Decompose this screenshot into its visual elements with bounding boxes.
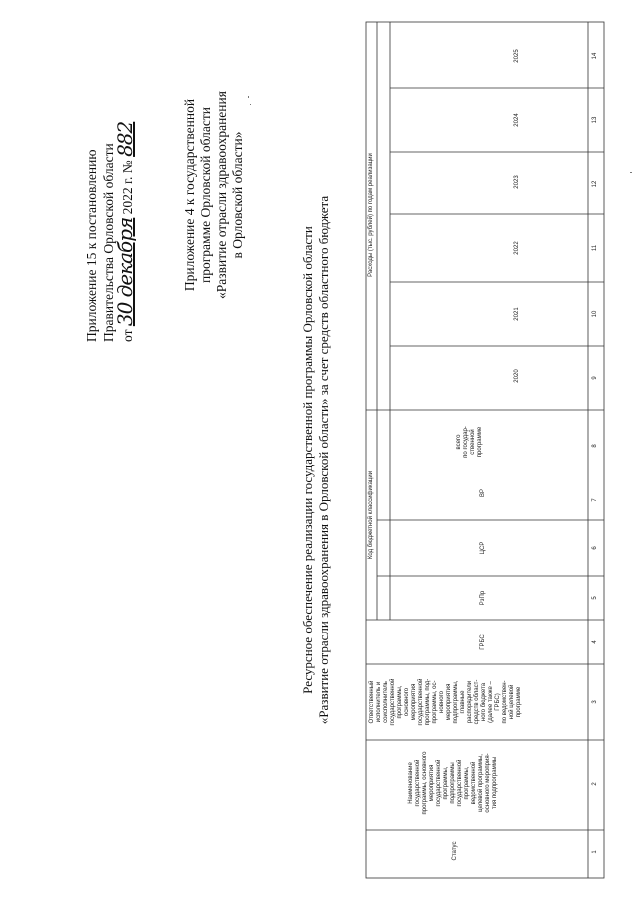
col-number-4: 4 [592, 640, 598, 644]
col-number-7: 7 [592, 498, 598, 502]
col-number-12: 12 [592, 180, 598, 188]
appendix-4-line1: Приложение 4 к государственной [182, 98, 197, 292]
col-number-3: 3 [592, 700, 598, 704]
appendix-4-line4: в Орловской области» [230, 131, 245, 259]
col-number-10: 10 [592, 310, 598, 318]
handwritten-number: 882 [113, 121, 137, 157]
scan-speck [250, 104, 251, 105]
header-expenses: Расходы (тыс. рублей) по годам реализации [368, 153, 374, 277]
title-line1: Ресурсное обеспечение реализации государственной программы Орловской области [300, 226, 315, 694]
header-csr: ЦСР [480, 541, 486, 555]
col-number-13: 13 [592, 116, 598, 124]
col-number-9: 9 [592, 376, 598, 380]
col-number-11: 11 [592, 244, 598, 252]
header-year-2021: 2021 [514, 307, 520, 321]
col-number-2: 2 [592, 782, 598, 786]
header-year-2022: 2022 [514, 241, 520, 255]
header-vr: ВР [480, 489, 486, 498]
appendix-15-line2: Правительства Орловской области [101, 143, 116, 342]
appendix-4-line2: программе Орловской области [198, 107, 213, 283]
appendix-4-line3: «Развитие отрасли здравоохранения [214, 91, 229, 299]
appendix-15-line1: Приложение 15 к постановлению [84, 149, 99, 342]
header-year-2020: 2020 [514, 369, 520, 383]
scan-speck [248, 96, 249, 98]
header-grbs: ГРБС [480, 634, 486, 650]
handwritten-date: 30 декабря [113, 217, 137, 327]
header-year-2024: 2024 [514, 113, 520, 127]
col-number-14: 14 [592, 52, 598, 60]
title-line2: «Развитие отрасли здравоохранения в Орловской области» за счет средств областного бюджета [316, 195, 331, 725]
date-prefix: от [120, 329, 135, 342]
date-suffix: 2022 г. № [120, 160, 135, 215]
header-total: всего по государ- ственной программе [456, 426, 483, 458]
scan-speck [630, 172, 632, 173]
col-number-5: 5 [592, 596, 598, 600]
header-responsible: Ответственный исполнитель и соисполнитель государственной программы, основного мероприятия государственной программы, под- программы, ос- новного мероприятия подпрограммы, главные распорядители средств област- ного бюджета (далее также – ГРБС) по ведомствен- ной целевой программе [369, 678, 522, 726]
header-status: Статус [452, 841, 458, 861]
header-name: Наименование государственной программы, основного мероприятия государственной программы, подпрограммы государственной программы, ведомственной целевой программы, основного мероприя- тия подпрограммы [408, 751, 498, 815]
col-number-6: 6 [592, 546, 598, 550]
col-number-8: 8 [592, 444, 598, 448]
header-year-2025: 2025 [514, 49, 520, 63]
header-year-2023: 2023 [514, 175, 520, 189]
header-rzpr: РзПр [480, 590, 486, 606]
col-number-1: 1 [592, 850, 598, 854]
header-budget-code: Код бюджетной классификации [368, 470, 374, 560]
